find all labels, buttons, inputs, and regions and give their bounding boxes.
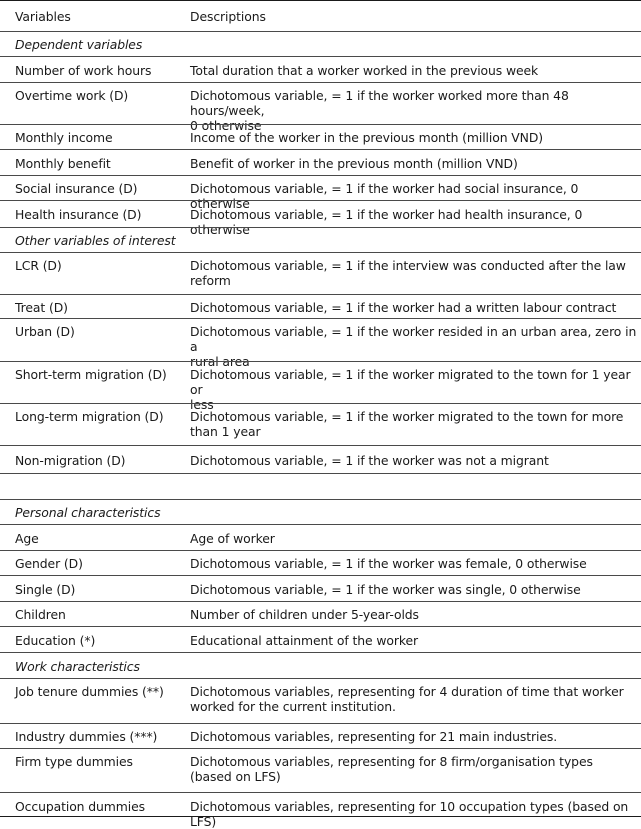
table-row xyxy=(0,403,641,445)
table-row xyxy=(0,318,641,369)
header-variables: Variables xyxy=(15,9,71,24)
variable-name: Treat (D) xyxy=(15,300,68,315)
variable-name: Overtime work (D) xyxy=(15,88,129,103)
description-line: Dichotomous variable, = 1 if the worker resided in an urban area, zero in a xyxy=(190,324,637,354)
description-line: Total duration that a worker worked in the previous week xyxy=(190,63,539,78)
table-row xyxy=(0,723,641,748)
description-line: Educational attainment of the worker xyxy=(190,633,419,648)
variable-description xyxy=(190,754,638,784)
section-row xyxy=(0,652,641,678)
table-row xyxy=(0,252,641,294)
section-label: Work characteristics xyxy=(15,659,140,674)
description-line: Dichotomous variable, = 1 if the worker had a written labour contract xyxy=(190,300,617,315)
description-line: reform xyxy=(190,273,231,288)
table-row xyxy=(0,626,641,652)
section-row xyxy=(0,31,641,56)
table-header-row xyxy=(0,0,641,31)
table-row xyxy=(0,56,641,82)
table-row xyxy=(0,601,641,626)
section-row xyxy=(0,499,641,524)
description-line: Number of children under 5-year-olds xyxy=(190,607,419,622)
table-row xyxy=(0,294,641,318)
variable-description xyxy=(190,607,638,622)
description-line: Dichotomous variable, = 1 if the worker was not a migrant xyxy=(190,453,549,468)
description-line: Dichotomous variable, = 1 if the worker was single, 0 otherwise xyxy=(190,582,581,597)
variable-name: Monthly benefit xyxy=(15,156,111,171)
variable-name: Children xyxy=(15,607,66,622)
variable-name: Industry dummies (***) xyxy=(15,729,158,744)
description-line: 0 otherwise xyxy=(190,118,262,133)
description-line: Benefit of worker in the previous month (million VND) xyxy=(190,156,518,171)
table-row xyxy=(0,550,641,575)
header-descriptions: Descriptions xyxy=(190,9,266,24)
variable-name: Short-term migration (D) xyxy=(15,367,167,382)
variable-name: Single (D) xyxy=(15,582,76,597)
description-line: Dichotomous variable, = 1 if the worker migrated to the town for more xyxy=(190,409,624,424)
table-row xyxy=(0,124,641,149)
table-row xyxy=(0,524,641,550)
description-line: worked for the current institution. xyxy=(190,699,396,714)
table-row xyxy=(0,748,641,792)
variable-name: Non-migration (D) xyxy=(15,453,126,468)
table-row xyxy=(0,361,641,412)
description-line: rural area xyxy=(190,354,250,369)
description-line: Age of worker xyxy=(190,531,275,546)
variable-description xyxy=(190,799,638,829)
variable-name: Age xyxy=(15,531,39,546)
variable-name: Monthly income xyxy=(15,130,113,145)
description-line: Dichotomous variable, = 1 if the worker had social insurance, 0 otherwise xyxy=(190,181,579,211)
variable-name: Occupation dummies xyxy=(15,799,145,814)
description-line: Dichotomous variable, = 1 if the worker worked more than 48 hours/week, xyxy=(190,88,569,118)
variable-description xyxy=(190,531,638,546)
section-label: Personal characteristics xyxy=(15,505,161,520)
description-line: Dichotomous variables, representing for 10 occupation types (based on LFS) xyxy=(190,799,629,829)
variable-name: Long-term migration (D) xyxy=(15,409,164,424)
description-line: Dichotomous variable, = 1 if the interview was conducted after the law xyxy=(190,258,626,273)
description-line: Dichotomous variables, representing for 8 firm/organisation types xyxy=(190,754,593,769)
table-row xyxy=(0,175,641,211)
description-line: Income of the worker in the previous month (million VND) xyxy=(190,130,544,145)
table-row xyxy=(0,575,641,601)
section-row xyxy=(0,227,641,252)
variable-description xyxy=(190,409,638,439)
variable-name: LCR (D) xyxy=(15,258,62,273)
description-line: (based on LFS) xyxy=(190,769,281,784)
variable-name: Firm type dummies xyxy=(15,754,133,769)
description-line: than 1 year xyxy=(190,424,261,439)
blank-row xyxy=(0,473,641,499)
variable-description xyxy=(190,729,638,744)
table-row xyxy=(0,200,641,237)
variable-name: Health insurance (D) xyxy=(15,207,142,222)
description-line: Dichotomous variable, = 1 if the worker had health insurance, 0 otherwise xyxy=(190,207,583,237)
variable-name: Gender (D) xyxy=(15,556,83,571)
table-row xyxy=(0,82,641,133)
variable-description xyxy=(190,556,638,571)
table-row xyxy=(0,678,641,723)
description-line: Dichotomous variable, = 1 if the worker was female, 0 otherwise xyxy=(190,556,587,571)
variable-description xyxy=(190,582,638,597)
variable-name: Education (*) xyxy=(15,633,96,648)
section-label: Other variables of interest xyxy=(15,233,176,248)
description-line: less xyxy=(190,397,214,412)
variable-description xyxy=(190,453,638,468)
table-row xyxy=(0,792,641,829)
variable-description xyxy=(190,684,638,714)
variable-description xyxy=(190,300,638,315)
variable-description xyxy=(190,130,638,145)
variable-description xyxy=(190,156,638,171)
description-line: Dichotomous variable, = 1 if the worker migrated to the town for 1 year or xyxy=(190,367,631,397)
variable-description xyxy=(190,63,638,78)
description-line: Dichotomous variables, representing for 21 main industries. xyxy=(190,729,558,744)
variable-name: Number of work hours xyxy=(15,63,152,78)
table-row xyxy=(0,149,641,175)
section-label: Dependent variables xyxy=(15,37,143,52)
table-bottom-rule xyxy=(0,816,641,817)
variable-description xyxy=(190,258,638,288)
variable-name: Urban (D) xyxy=(15,324,75,339)
variable-name: Social insurance (D) xyxy=(15,181,138,196)
description-line: Dichotomous variables, representing for 4 duration of time that worker xyxy=(190,684,624,699)
variable-name: Job tenure dummies (**) xyxy=(15,684,164,699)
table-row xyxy=(0,445,641,473)
variable-description xyxy=(190,633,638,648)
